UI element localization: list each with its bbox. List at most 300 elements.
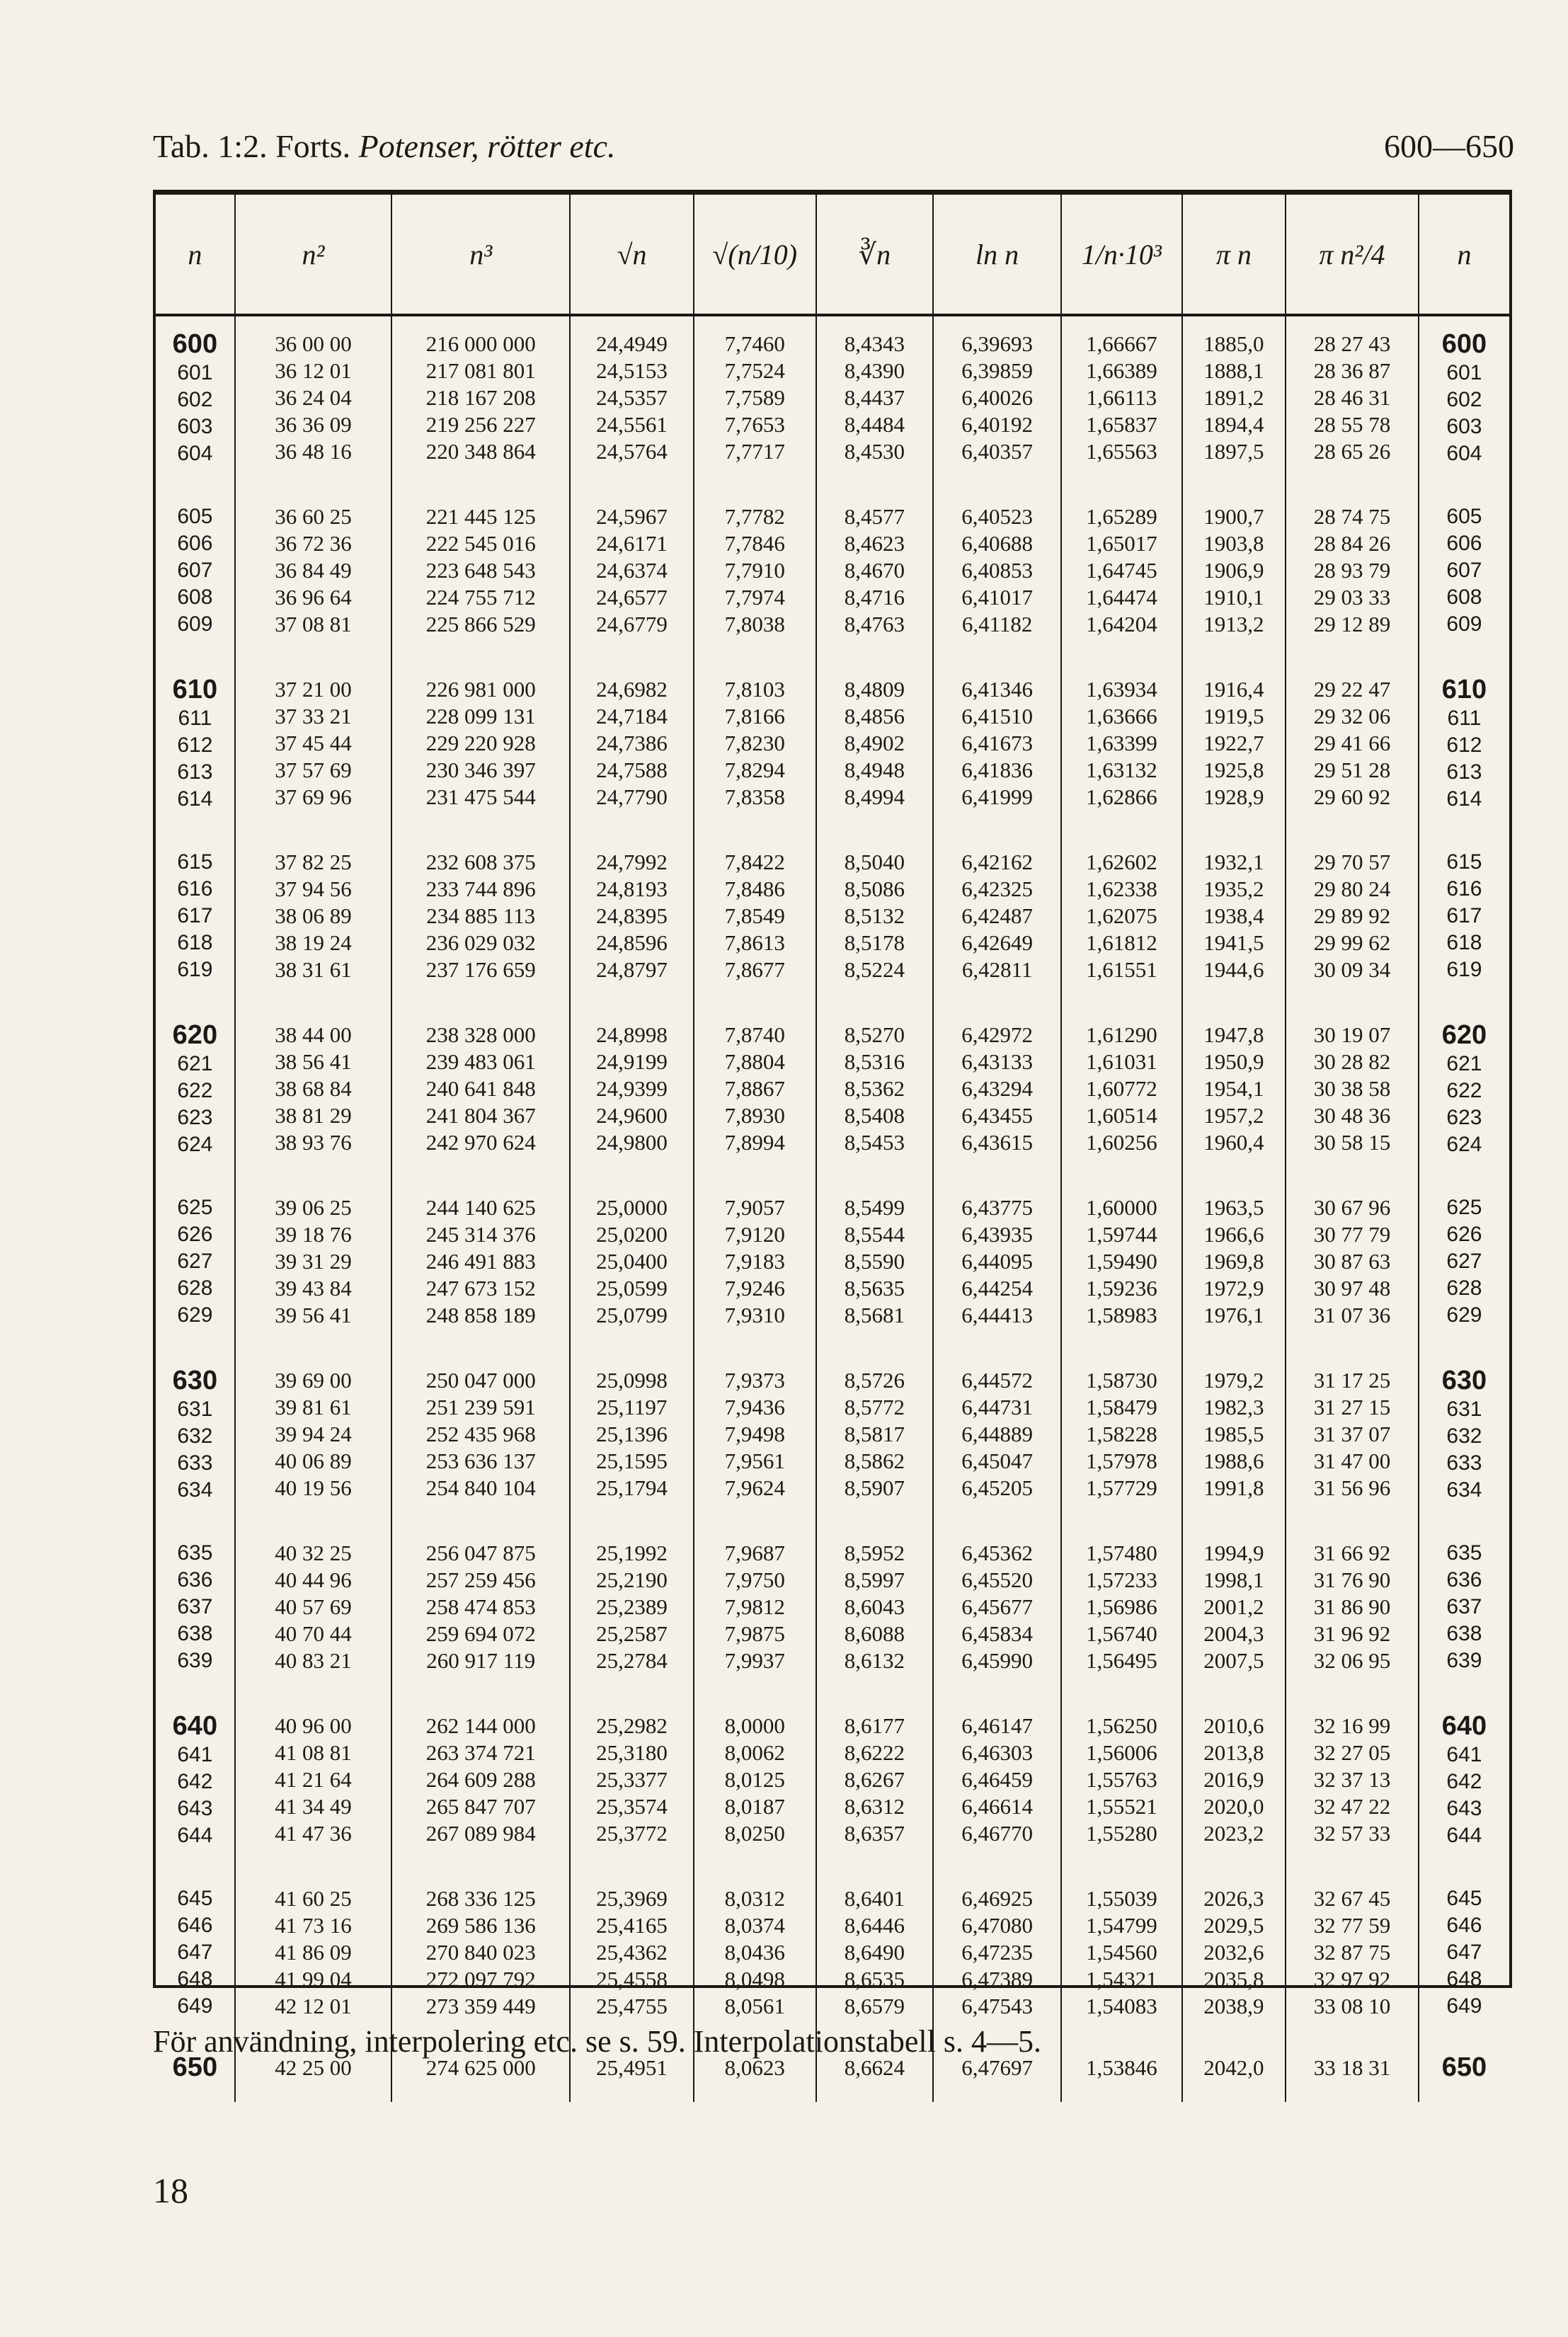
cell-ln-n	[933, 1526, 1061, 1698]
cell-value: 25,3574	[596, 1794, 668, 1819]
cell-value: 1,57729	[1085, 1475, 1157, 1500]
cell-value: 272 097 792	[425, 1967, 536, 1992]
cell-value: 232 608 375	[425, 850, 536, 874]
table-row	[156, 1526, 1509, 1698]
bold-n: 630	[172, 1366, 218, 1395]
cell-value: 7,8358	[724, 784, 785, 809]
cell-value: 8,4716	[844, 585, 905, 610]
tab-label: Tab. 1:2. Forts.	[153, 128, 351, 164]
cell-sqrt-n	[570, 662, 694, 835]
cell-value: 8,6446	[844, 1913, 905, 1938]
cell-value: 6,40357	[961, 439, 1033, 464]
cell-value	[1424, 1367, 1505, 1396]
cell-cbrt-n	[816, 1871, 934, 2044]
cell-value: 1906,9	[1203, 558, 1264, 583]
cell-value: 32 77 59	[1313, 1913, 1391, 1938]
cell-value: 39 06 25	[275, 1195, 352, 1220]
cell-value: 1,59744	[1085, 1222, 1157, 1247]
cell-value: 30 87 63	[1313, 1249, 1391, 1274]
cell-value: 8,4994	[844, 784, 905, 809]
cell-value: 6,44095	[961, 1249, 1033, 1274]
cell-value: 8,0062	[724, 1740, 785, 1765]
cell-value: 24,5764	[596, 439, 668, 464]
cell-value: 6,46614	[961, 1794, 1033, 1819]
cell-pi-n	[1182, 2044, 1286, 2102]
cell-n	[156, 1698, 235, 1871]
cell-value: 28 84 26	[1313, 531, 1391, 556]
cell-value: 2007,5	[1203, 1648, 1264, 1673]
cell-value: 32 97 92	[1313, 1967, 1391, 1992]
cell-pi-n	[1182, 662, 1286, 835]
cell-value: 608	[177, 585, 213, 609]
cell-value	[1424, 1022, 1505, 1051]
cell-value: 614	[1446, 787, 1482, 811]
cell-value: 225 866 529	[425, 612, 536, 636]
cell-value: 615	[177, 850, 213, 874]
cell-value: 8,5224	[844, 957, 905, 982]
cell-ln-n	[933, 315, 1061, 489]
cell-cbrt-n	[816, 315, 934, 489]
cell-value: 615	[1446, 850, 1482, 874]
cell-value: 24,8193	[596, 876, 668, 901]
cell-value: 1991,8	[1203, 1475, 1264, 1500]
cell-value: 1,61812	[1085, 930, 1157, 955]
cell-value: 6,39859	[961, 358, 1033, 383]
cell-value: 36 48 16	[275, 439, 352, 464]
cell-value: 6,44254	[961, 1276, 1033, 1301]
cell-value: 1,56986	[1085, 1594, 1157, 1619]
cell-value: 6,45520	[961, 1567, 1033, 1592]
cell-reciprocal	[1061, 1698, 1182, 1871]
cell-value: 616	[1446, 877, 1482, 901]
cell-value: 30 09 34	[1313, 957, 1391, 982]
cell-n-right	[1419, 2044, 1509, 2102]
cell-value: 8,6043	[844, 1594, 905, 1619]
cell-value: 609	[177, 612, 213, 636]
cell-value: 1,56006	[1085, 1740, 1157, 1765]
cell-cbrt-n	[816, 1526, 934, 1698]
cell-value: 219 256 227	[425, 412, 536, 437]
cell-value: 37 57 69	[275, 758, 352, 782]
cell-value: 1,63399	[1085, 731, 1157, 755]
footer-note: För användning, interpolering etc. se s. 59. Interpolationstabell s. 4—5.	[153, 2024, 1041, 2059]
table-row	[156, 1871, 1509, 2044]
cell-reciprocal	[1061, 1180, 1182, 1353]
cell-value: 626	[177, 1223, 213, 1246]
cell-value: 30 28 82	[1313, 1049, 1391, 1074]
cell-pi-n	[1182, 489, 1286, 662]
cell-value: 7,7974	[724, 585, 785, 610]
bold-n: 650	[172, 2052, 218, 2082]
cell-value: 256 047 875	[425, 1541, 536, 1565]
header-row	[156, 195, 1509, 315]
cell-value: 643	[1446, 1797, 1482, 1820]
cell-value: 25,1197	[596, 1395, 668, 1419]
cell-value: 605	[177, 505, 213, 528]
cell-value: 41 99 04	[275, 1967, 352, 1992]
cell-value: 1,60772	[1085, 1076, 1157, 1101]
cell-value: 629	[177, 1303, 213, 1327]
cell-value: 38 19 24	[275, 930, 352, 955]
cell-value: 29 03 33	[1313, 585, 1391, 610]
cell-value: 6,42811	[961, 957, 1033, 982]
cell-value: 269 586 136	[425, 1913, 536, 1938]
cell-value: 1,62602	[1085, 850, 1157, 874]
cell-value: 6,41346	[961, 677, 1033, 702]
cell-value: 622	[177, 1079, 213, 1102]
cell-value: 1922,7	[1203, 731, 1264, 755]
cell-value: 6,42162	[961, 850, 1033, 874]
cell-value: 7,9246	[724, 1276, 785, 1301]
cell-value: 1,63666	[1085, 704, 1157, 728]
cell-value: 31 07 36	[1313, 1303, 1391, 1327]
cell-reciprocal	[1061, 662, 1182, 835]
cell-value: 1950,9	[1203, 1049, 1264, 1074]
cell-value: 624	[177, 1133, 213, 1156]
cell-sqrt-n	[570, 835, 694, 1007]
cell-value: 6,45047	[961, 1449, 1033, 1473]
cell-n-right	[1419, 1007, 1509, 1180]
cell-value: 223 648 543	[425, 558, 536, 583]
cell-value: 216 000 000	[425, 331, 536, 356]
cell-value: 8,4623	[844, 531, 905, 556]
cell-n-cubed	[391, 1353, 570, 1526]
cell-value: 635	[177, 1541, 213, 1565]
cell-value: 7,9498	[724, 1422, 785, 1446]
cell-n	[156, 489, 235, 662]
cell-value: 29 89 92	[1313, 903, 1391, 928]
cell-value: 1,64474	[1085, 585, 1157, 610]
cell-value: 8,0561	[724, 1994, 785, 2018]
cell-value: 29 22 47	[1313, 677, 1391, 702]
cell-value: 24,6982	[596, 677, 668, 702]
cell-value: 8,5590	[844, 1249, 905, 1274]
bold-n: 650	[1441, 2052, 1487, 2082]
cell-value: 31 86 90	[1313, 1594, 1391, 1619]
cell-value: 24,9600	[596, 1103, 668, 1128]
cell-value: 6,43294	[961, 1076, 1033, 1101]
cell-value: 1944,6	[1203, 957, 1264, 982]
cell-value: 7,9875	[724, 1621, 785, 1646]
cell-value: 7,8422	[724, 850, 785, 874]
cell-value: 36 72 36	[275, 531, 352, 556]
cell-value: 7,9624	[724, 1475, 785, 1500]
cell-n	[156, 662, 235, 835]
cell-value: 649	[177, 1994, 213, 2018]
cell-value: 1,61551	[1085, 957, 1157, 982]
cell-value: 648	[177, 1967, 213, 1991]
cell-value: 24,9199	[596, 1049, 668, 1074]
cell-value: 7,7846	[724, 531, 785, 556]
cell-value: 6,46770	[961, 1821, 1033, 1846]
cell-value: 25,2389	[596, 1594, 668, 1619]
cell-value: 254 840 104	[425, 1475, 536, 1500]
table-row	[156, 489, 1509, 662]
col-header-sqrt-n: √n	[570, 195, 694, 315]
cell-value	[160, 1367, 230, 1396]
cell-value: 634	[177, 1478, 213, 1502]
cell-value: 6,41510	[961, 704, 1033, 728]
cell-value: 24,7790	[596, 784, 668, 809]
cell-pi-n	[1182, 1526, 1286, 1698]
cell-value: 635	[1446, 1541, 1482, 1565]
cell-value: 24,5153	[596, 358, 668, 383]
cell-value: 617	[177, 904, 213, 927]
table-caption	[153, 127, 615, 165]
cell-value: 25,2587	[596, 1621, 668, 1646]
cell-value: 1,65563	[1085, 439, 1157, 464]
cell-value: 239 483 061	[425, 1049, 536, 1074]
cell-value: 25,1794	[596, 1475, 668, 1500]
cell-value: 29 41 66	[1313, 731, 1391, 755]
cell-reciprocal	[1061, 1007, 1182, 1180]
cell-value: 602	[1446, 388, 1482, 411]
cell-value: 220 348 864	[425, 439, 536, 464]
cell-value: 32 37 13	[1313, 1767, 1391, 1792]
cell-cbrt-n	[816, 1698, 934, 1871]
cell-value: 238 328 000	[425, 1022, 536, 1047]
cell-n-right	[1419, 1526, 1509, 1698]
cell-value: 24,6577	[596, 585, 668, 610]
cell-value: 41 34 49	[275, 1794, 352, 1819]
cell-value: 8,0623	[724, 2055, 785, 2080]
cell-value: 37 21 00	[275, 677, 352, 702]
cell-value: 632	[177, 1424, 213, 1448]
cell-value: 1919,5	[1203, 704, 1264, 728]
cell-value: 648	[1446, 1967, 1482, 1991]
cell-sqrt-n-10	[694, 1698, 816, 1871]
data-table	[156, 195, 1509, 2102]
cell-value: 1972,9	[1203, 1276, 1264, 1301]
cell-value: 241 804 367	[425, 1103, 536, 1128]
cell-circle-area	[1286, 315, 1419, 489]
cell-value: 625	[177, 1196, 213, 1219]
cell-value: 270 840 023	[425, 1940, 536, 1965]
cell-sqrt-n-10	[694, 1180, 816, 1353]
cell-value: 7,8994	[724, 1130, 785, 1155]
bold-n: 640	[172, 1711, 218, 1741]
cell-value: 8,6132	[844, 1648, 905, 1673]
cell-value: 41 08 81	[275, 1740, 352, 1765]
cell-value: 625	[1446, 1196, 1482, 1219]
cell-n-right	[1419, 315, 1509, 489]
cell-value: 30 67 96	[1313, 1195, 1391, 1220]
cell-value: 1,56250	[1085, 1713, 1157, 1738]
cell-circle-area	[1286, 1353, 1419, 1526]
cell-value: 28 93 79	[1313, 558, 1391, 583]
cell-value: 31 96 92	[1313, 1621, 1391, 1646]
col-header-ln-n: ln n	[933, 195, 1061, 315]
cell-value: 6,40026	[961, 385, 1033, 410]
cell-sqrt-n	[570, 1526, 694, 1698]
cell-value: 6,43133	[961, 1049, 1033, 1074]
cell-value: 7,9812	[724, 1594, 785, 1619]
cell-n	[156, 1007, 235, 1180]
cell-value: 25,3377	[596, 1767, 668, 1792]
cell-value: 25,3180	[596, 1740, 668, 1765]
cell-value: 7,8230	[724, 731, 785, 755]
bold-n: 630	[1441, 1366, 1487, 1395]
cell-value: 8,4390	[844, 358, 905, 383]
cell-value: 6,44413	[961, 1303, 1033, 1327]
cell-value: 41 73 16	[275, 1913, 352, 1938]
cell-value: 247 673 152	[425, 1276, 536, 1301]
cell-value: 24,9399	[596, 1076, 668, 1101]
cell-n-cubed	[391, 1871, 570, 2044]
cell-value: 636	[1446, 1568, 1482, 1592]
cell-value: 25,0799	[596, 1303, 668, 1327]
cell-value: 37 69 96	[275, 784, 352, 809]
cell-value: 639	[177, 1649, 213, 1672]
table-row	[156, 1698, 1509, 1871]
cell-value: 8,5316	[844, 1049, 905, 1074]
cell-value: 260 917 119	[426, 1648, 536, 1673]
cell-value: 8,0250	[724, 1821, 785, 1846]
cell-cbrt-n	[816, 1007, 934, 1180]
cell-value: 8,6222	[844, 1740, 905, 1765]
bold-n: 620	[172, 1020, 218, 1050]
cell-value: 7,8867	[724, 1076, 785, 1101]
cell-value: 646	[1446, 1914, 1482, 1937]
cell-value: 2032,6	[1203, 1940, 1264, 1965]
col-header-pi-n: π n	[1182, 195, 1286, 315]
cell-value: 1,64745	[1085, 558, 1157, 583]
cell-value: 641	[177, 1743, 213, 1766]
cell-value: 29 12 89	[1313, 612, 1391, 636]
cell-value: 7,8294	[724, 758, 785, 782]
cell-value: 1,54321	[1085, 1967, 1157, 1992]
cell-value: 1982,3	[1203, 1395, 1264, 1419]
cell-sqrt-n	[570, 1698, 694, 1871]
cell-value: 7,8038	[724, 612, 785, 636]
cell-value: 24,5967	[596, 504, 668, 529]
cell-value: 37 45 44	[275, 731, 352, 755]
cell-value: 29 99 62	[1313, 930, 1391, 955]
cell-n-squared	[235, 1007, 391, 1180]
cell-value: 234 885 113	[426, 903, 536, 928]
cell-value: 6,44889	[961, 1422, 1033, 1446]
cell-n-squared	[235, 315, 391, 489]
cell-value: 25,0000	[596, 1195, 668, 1220]
cell-value: 7,9561	[724, 1449, 785, 1473]
cell-reciprocal	[1061, 315, 1182, 489]
cell-reciprocal	[1061, 1871, 1182, 2044]
cell-value: 603	[177, 415, 213, 438]
cell-value: 224 755 712	[425, 585, 536, 610]
cell-value: 1910,1	[1203, 585, 1264, 610]
cell-value: 6,41182	[961, 612, 1033, 636]
cell-value: 6,46303	[961, 1740, 1033, 1765]
cell-value: 8,6177	[844, 1713, 905, 1738]
cell-value: 1,61290	[1085, 1022, 1157, 1047]
cell-value: 8,5862	[844, 1449, 905, 1473]
cell-value: 2038,9	[1203, 1994, 1264, 2018]
cell-value: 7,9436	[724, 1395, 785, 1419]
cell-value: 1,65289	[1085, 504, 1157, 529]
cell-value: 8,5362	[844, 1076, 905, 1101]
cell-value: 40 19 56	[275, 1475, 352, 1500]
table-row	[156, 662, 1509, 835]
cell-value: 1988,6	[1203, 1449, 1264, 1473]
cell-n-right	[1419, 662, 1509, 835]
cell-value: 7,8486	[724, 876, 785, 901]
cell-value: 7,9120	[724, 1222, 785, 1247]
cell-value: 6,46147	[961, 1713, 1033, 1738]
cell-value: 1994,9	[1203, 1541, 1264, 1565]
cell-value: 608	[1446, 585, 1482, 609]
cell-value: 1891,2	[1203, 385, 1264, 410]
cell-ln-n	[933, 1007, 1061, 1180]
cell-value: 1998,1	[1203, 1567, 1264, 1592]
cell-value: 1,59490	[1085, 1249, 1157, 1274]
cell-sqrt-n-10	[694, 1007, 816, 1180]
cell-value: 2026,3	[1203, 1886, 1264, 1911]
cell-value: 8,0374	[724, 1913, 785, 1938]
cell-value: 265 847 707	[425, 1794, 536, 1819]
cell-value: 31 17 25	[1313, 1368, 1391, 1393]
cell-value: 236 029 032	[425, 930, 536, 955]
cell-n-right	[1419, 489, 1509, 662]
cell-value: 1,58983	[1085, 1303, 1157, 1327]
cell-sqrt-n	[570, 315, 694, 489]
cell-value: 30 97 48	[1313, 1276, 1391, 1301]
col-header-n: n	[156, 195, 235, 315]
cell-value: 8,5772	[844, 1395, 905, 1419]
cell-value: 41 47 36	[275, 1821, 352, 1846]
cell-value: 263 374 721	[425, 1740, 536, 1765]
cell-value: 642	[1446, 1770, 1482, 1793]
cell-value: 8,4577	[844, 504, 905, 529]
cell-value: 2042,0	[1203, 2055, 1264, 2080]
cell-ln-n	[933, 1698, 1061, 1871]
cell-reciprocal	[1061, 835, 1182, 1007]
cell-value: 1,54083	[1085, 1994, 1157, 2018]
cell-value: 1960,4	[1203, 1130, 1264, 1155]
cell-value: 40 44 96	[275, 1567, 352, 1592]
cell-value: 262 144 000	[425, 1713, 536, 1738]
cell-value: 1935,2	[1203, 876, 1264, 901]
table-row	[156, 1007, 1509, 1180]
page-header	[153, 127, 1514, 177]
cell-value: 6,43775	[961, 1195, 1033, 1220]
cell-value: 36 84 49	[275, 558, 352, 583]
cell-value: 30 48 36	[1313, 1103, 1391, 1128]
cell-value: 259 694 072	[425, 1621, 536, 1646]
cell-value: 39 31 29	[275, 1249, 352, 1274]
cell-value: 40 32 25	[275, 1541, 352, 1565]
cell-value: 8,0125	[724, 1767, 785, 1792]
cell-value: 8,5270	[844, 1022, 905, 1047]
cell-n-right	[1419, 1871, 1509, 2044]
cell-value: 25,3772	[596, 1821, 668, 1846]
cell-value: 2010,6	[1203, 1713, 1264, 1738]
cell-value: 633	[1446, 1451, 1482, 1475]
cell-value	[160, 1713, 230, 1742]
cell-value: 29 80 24	[1313, 876, 1391, 901]
cell-value	[160, 1022, 230, 1051]
cell-value: 24,7992	[596, 850, 668, 874]
cell-value: 25,2784	[596, 1648, 668, 1673]
cell-value: 30 58 15	[1313, 1130, 1391, 1155]
cell-value: 33 08 10	[1313, 1994, 1391, 2018]
cell-value: 7,8930	[724, 1103, 785, 1128]
cell-value: 1,65017	[1085, 531, 1157, 556]
cell-value: 636	[177, 1568, 213, 1592]
cell-n-right	[1419, 1353, 1509, 1526]
cell-value: 38 81 29	[275, 1103, 352, 1128]
cell-value: 31 37 07	[1313, 1422, 1391, 1446]
cell-value: 1954,1	[1203, 1076, 1264, 1101]
